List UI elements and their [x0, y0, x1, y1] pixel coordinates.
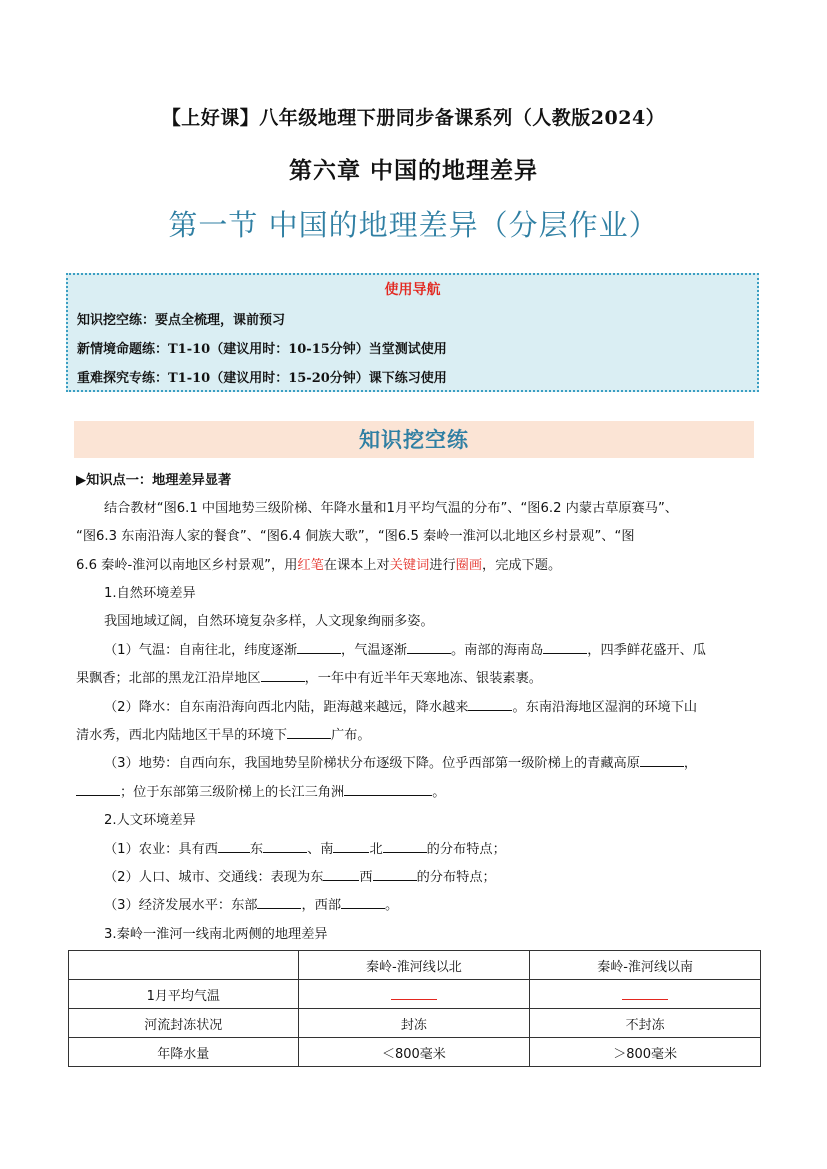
red-blank[interactable] — [622, 985, 668, 1000]
blank[interactable] — [261, 668, 305, 682]
s1-precip-line-1: （2）降水：自东南沿海向西北内陆，距海越来越远，降水越来 。东南沿海地区湿润的环境下山 — [104, 696, 697, 715]
s1-terrain-line-2: ；位于东部第三级阶梯上的长江三角洲 。 — [76, 781, 445, 800]
blank[interactable] — [344, 782, 432, 796]
table-cell: ＜800毫米 — [298, 1038, 530, 1067]
table-header-cell — [69, 951, 299, 980]
table-row — [69, 1038, 761, 1067]
chapter-title: 第六章 中国的地理差异 — [288, 157, 538, 184]
nav-title: 使用导航 — [384, 282, 441, 298]
blank[interactable] — [373, 867, 417, 881]
table-cell-blank[interactable] — [298, 980, 530, 1009]
section-title: 第一节 中国的地理差异（分层作业） — [168, 208, 659, 242]
intro-line-3: 6.6 秦岭-淮河以南地区乡村景观”，用红笔在课本上对关键词进行圈画，完成下题。 — [76, 558, 562, 573]
nav-line-knowledge: 知识挖空练：要点全梳理，课前预习 — [77, 313, 286, 328]
section-banner: 知识挖空练 — [74, 421, 754, 458]
table-cell: 年降水量 — [69, 1038, 299, 1067]
blank[interactable] — [407, 640, 451, 654]
table-cell-blank[interactable] — [530, 980, 761, 1009]
blank[interactable] — [297, 640, 341, 654]
intro-line-1: 结合教材“图6.1 中国地势三级阶梯、年降水量和1月平均气温的分布”、“图6.2 内蒙古草原赛马”、 — [104, 501, 678, 516]
red-blank[interactable] — [391, 985, 437, 1000]
blank[interactable] — [323, 867, 359, 881]
table-header-cell: 秦岭-淮河线以北 — [298, 951, 530, 980]
table-header-cell: 秦岭-淮河线以南 — [530, 951, 761, 980]
comparison-table — [68, 950, 761, 1067]
s2-heading: 2.人文环境差异 — [104, 813, 196, 828]
blank[interactable] — [468, 697, 512, 711]
blank[interactable] — [76, 782, 120, 796]
nav-line-difficult: 重难探究专练：T1-10（建议用时：15-20分钟）课下练习使用 — [77, 371, 447, 386]
table-cell: ＞800毫米 — [530, 1038, 761, 1067]
nav-line-new-context: 新情境命题练：T1-10（建议用时：10-15分钟）当堂测试使用 — [77, 342, 447, 357]
s2-population: （2）人口、城市、交通线：表现为东 西 的分布特点； — [104, 866, 496, 885]
blank[interactable] — [287, 725, 331, 739]
s3-heading: 3.秦岭一淮河一线南北两侧的地理差异 — [104, 927, 328, 942]
blank[interactable] — [543, 640, 587, 654]
s1-precip-line-2: 清水秀，西北内陆地区干旱的环境下 广布。 — [76, 724, 371, 743]
s2-agriculture: （1）农业：具有西 东 、南 北 的分布特点； — [104, 838, 506, 857]
blank[interactable] — [640, 753, 684, 767]
table-cell: 封冻 — [298, 1009, 530, 1038]
series-title: 【上好课】八年级地理下册同步备课系列（人教版2024） — [161, 107, 666, 129]
s1-heading: 1.自然环境差异 — [104, 586, 196, 601]
s1-temp-line-2: 果飘香；北部的黑龙江沿岸地区 ，一年中有近半年天寒地冻、银装素裹。 — [76, 667, 542, 686]
intro-line-2: “图6.3 东南沿海人家的餐食”、“图6.4 侗族大歌”，“图6.5 秦岭一淮河以北地区乡村景观”、“图 — [76, 529, 635, 544]
table-row — [69, 1009, 761, 1038]
blank[interactable] — [341, 895, 385, 909]
blank[interactable] — [257, 895, 301, 909]
usage-navigation-box — [66, 273, 759, 392]
blank[interactable] — [333, 839, 369, 853]
table-cell: 河流封冻状况 — [69, 1009, 299, 1038]
knowledge-point-heading: ▶知识点一：地理差异显著 — [76, 473, 232, 488]
table-header-row — [69, 951, 761, 980]
table-cell: 不封冻 — [530, 1009, 761, 1038]
s1-paragraph: 我国地域辽阔，自然环境复杂多样，人文现象绚丽多姿。 — [104, 614, 434, 629]
blank[interactable] — [263, 839, 307, 853]
s1-temp-line-1: （1）气温：自南往北，纬度逐渐 ，气温逐渐 。南部的海南岛 ，四季鲜花盛开、瓜 — [104, 639, 706, 658]
s1-terrain-line-1: （3）地势：自西向东，我国地势呈阶梯状分布逐级下降。位乎西部第一级阶梯上的青藏高原 ， — [104, 752, 697, 771]
s2-economy: （3）经济发展水平：东部 ，西部 。 — [104, 894, 398, 913]
table-cell: 1月平均气温 — [69, 980, 299, 1009]
table-row — [69, 980, 761, 1009]
blank[interactable] — [383, 839, 427, 853]
blank[interactable] — [218, 839, 250, 853]
